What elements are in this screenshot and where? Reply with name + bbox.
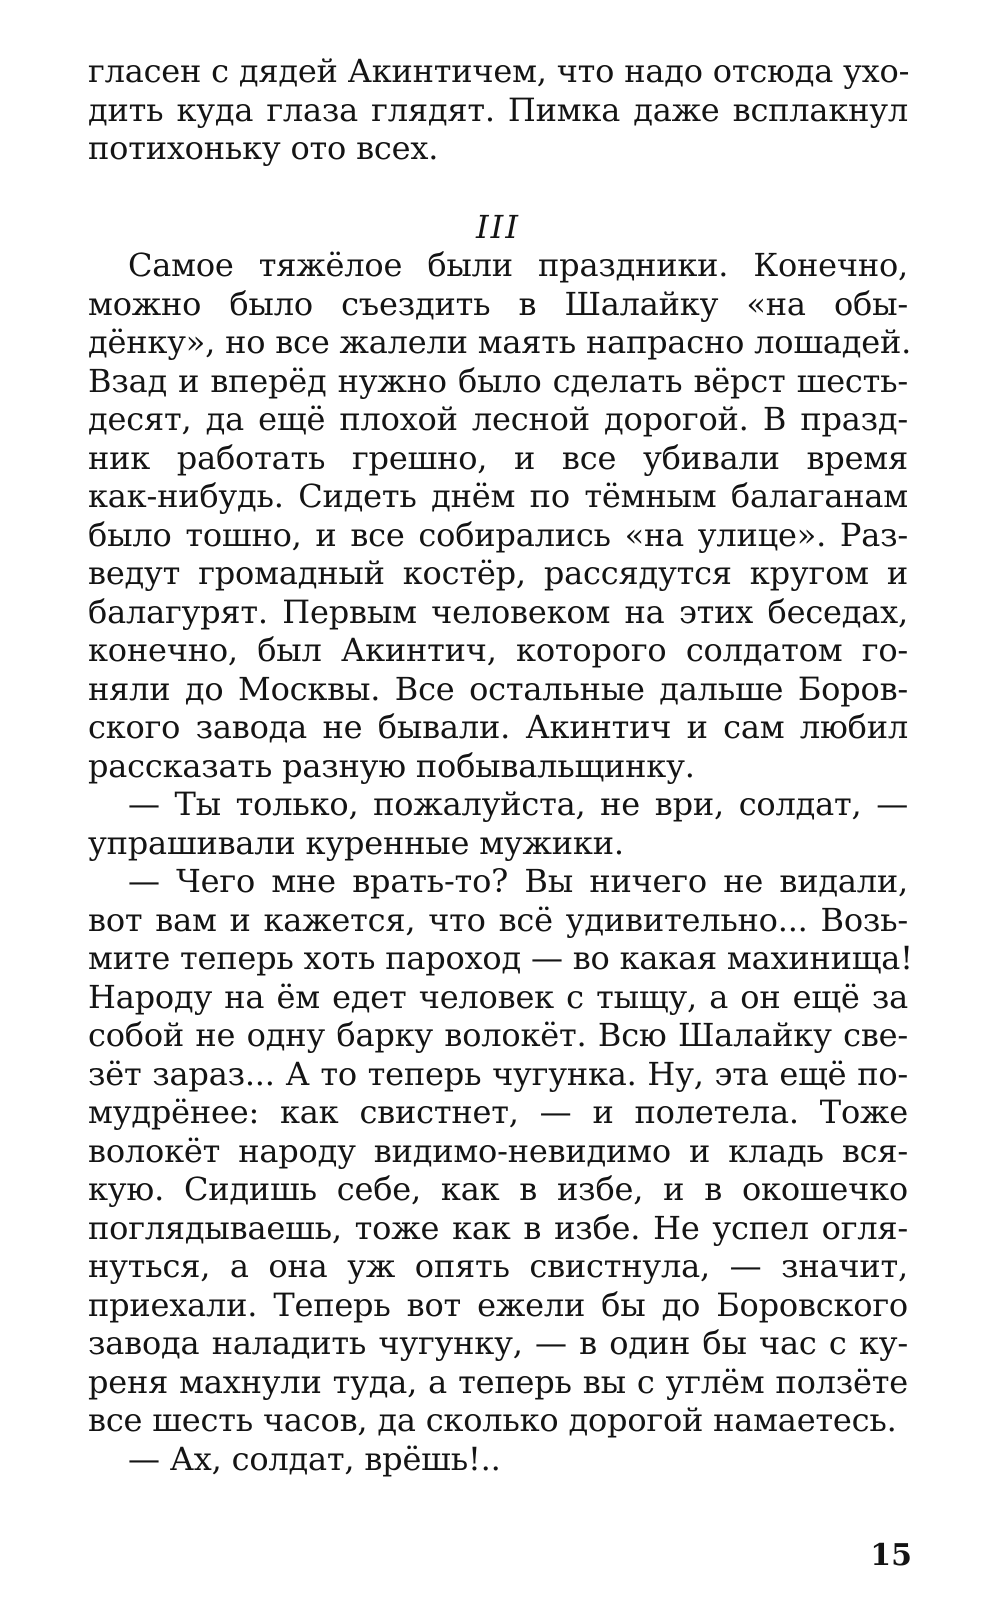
text-line: зёт зараз... А то теперь чугунка. Ну, эта ещё по- (88, 1054, 908, 1093)
page-text (88, 52, 913, 1478)
text-line: кую. Сидишь себе, как в избе, и в окошечко (88, 1170, 908, 1208)
paragraph-2 (88, 246, 912, 785)
text-line: реня махнули туда, а теперь вы с углём ползёте (88, 1362, 908, 1401)
text-line: гласен с дядей Акинтичем, что надо отсюда ухо- (88, 52, 910, 90)
text-line: Народу на ём едет человек с тыщу, а он ещё за (88, 977, 908, 1016)
text-line: — Ты только, пожалуйста, не ври, солдат, — (128, 785, 908, 823)
chapter-heading: III (476, 207, 520, 246)
text-line: Взад и вперёд нужно было сделать вёрст шесть- (88, 361, 908, 400)
text-line: — Ах, солдат, врёшь!.. (128, 1439, 501, 1478)
text-line: мите теперь хоть пароход — во какая махинища! (88, 939, 913, 977)
text-line: упрашивали куренные мужики. (88, 823, 624, 862)
text-line: было тошно, и все собирались «на улице». Раз- (88, 515, 908, 554)
text-line: потихоньку ото всех. (88, 129, 439, 167)
text-line: можно было съездить в Шалайку «на обы- (88, 284, 908, 323)
text-line: дить куда глаза глядят. Пимка даже всплакнул (88, 90, 908, 129)
text-line: балагурят. Первым человеком на этих беседах, (88, 592, 908, 631)
text-line: десят, да ещё плохой лесной дорогой. В празд- (88, 400, 908, 438)
text-line: Самое тяжёлое были праздники. Конечно, (128, 246, 908, 284)
text-line: все шесть часов, да сколько дорогой намаетесь. (88, 1401, 897, 1439)
text-line: вот вам и кажется, что всё удивительно... Возь- (88, 900, 908, 939)
text-line: ского завода не бывали. Акинтич и сам любил (88, 708, 908, 746)
page-number: 15 (870, 1538, 912, 1573)
text-line: ведут громадный костёр, рассядутся кругом и (88, 554, 908, 592)
paragraph-3 (88, 785, 908, 862)
paragraph-1 (88, 52, 908, 168)
text-line: приехали. Теперь вот ежели бы до Боровского (88, 1285, 908, 1324)
text-line: нуться, а она уж опять свистнула, — значит, (88, 1247, 908, 1285)
text-line: рассказать разную побывальщинку. (88, 746, 695, 785)
paragraph-4 (88, 862, 913, 1440)
text-line: конечно, был Акинтич, которого солдатом го- (88, 631, 908, 669)
text-line: ник работать грешно, и все убивали время (88, 438, 908, 477)
paragraph-5 (88, 1440, 908, 1479)
text-line: собой не одну барку волокёт. Всю Шалайку све- (88, 1016, 908, 1054)
text-line: как-нибудь. Сидеть днём по тёмным балаганам (88, 477, 908, 515)
text-line: завода наладить чугунку, — в один бы час с ку- (88, 1324, 908, 1362)
text-line: поглядываешь, тоже как в избе. Не успел огля- (88, 1208, 908, 1247)
text-line: — Чего мне врать-то? Вы ничего не видали, (128, 862, 908, 900)
text-line: волокёт народу видимо-невидимо и кладь вся- (88, 1131, 908, 1170)
text-line: дёнку», но все жалели маять напрасно лошадей. (88, 323, 912, 361)
text-line: няли до Москвы. Все остальные дальше Боров- (88, 669, 908, 708)
text-line: мудрёнее: как свистнет, — и полетела. Тоже (88, 1093, 908, 1131)
